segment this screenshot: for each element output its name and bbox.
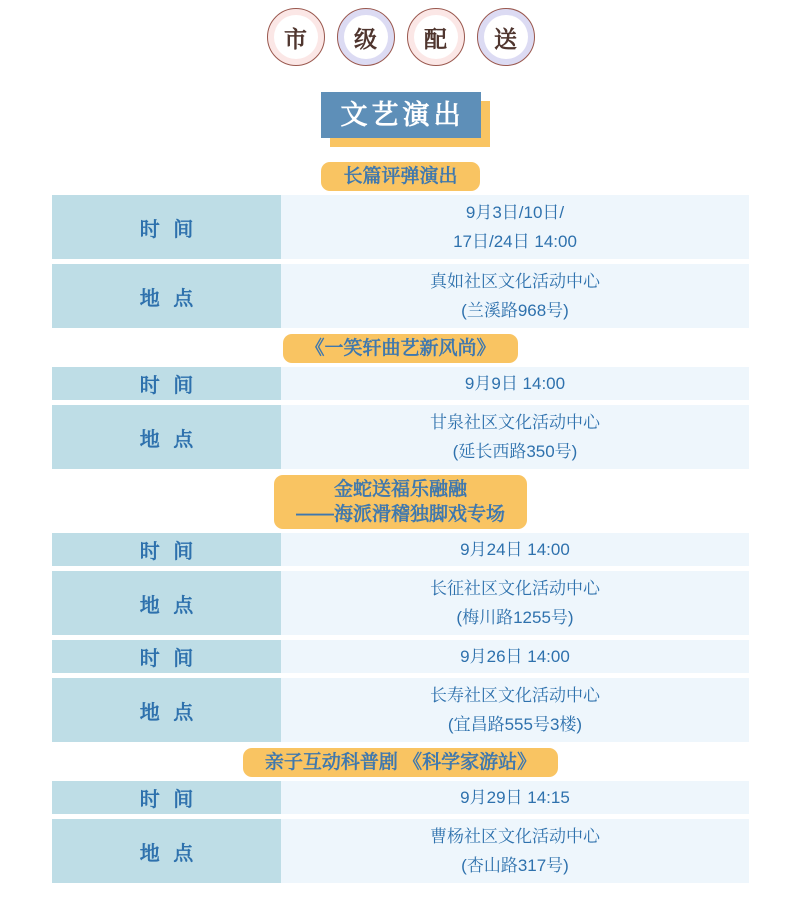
row-label-place: 地 点 <box>52 405 281 469</box>
value-line: (延长西路350号) <box>452 442 578 461</box>
badge-row <box>52 8 749 66</box>
value-line: 长征社区文化活动中心 <box>430 579 600 598</box>
row-label-place: 地 点 <box>52 264 281 328</box>
value-line: (宜昌路555号3楼) <box>447 715 583 734</box>
row-value <box>281 264 749 328</box>
row-value <box>281 781 749 814</box>
table-row <box>52 781 749 814</box>
row-label-place: 地 点 <box>52 678 281 742</box>
page-title: 文艺演出 <box>321 92 481 138</box>
event-section <box>52 334 749 469</box>
value-line: 9月24日 14:00 <box>460 540 570 559</box>
table-row <box>52 533 749 566</box>
badge-circle <box>337 8 395 66</box>
value-line: 甘泉社区文化活动中心 <box>430 413 600 432</box>
section-header <box>274 475 527 529</box>
section-header-line: 《一笑轩曲艺新风尚》 <box>305 338 496 359</box>
section-header-line: ——海派滑稽独脚戏专场 <box>295 504 505 525</box>
row-value <box>281 571 749 635</box>
table-row <box>52 367 749 400</box>
table-row <box>52 195 749 259</box>
row-value <box>281 367 749 400</box>
row-label-place: 地 点 <box>52 571 281 635</box>
row-label-time: 时 间 <box>52 195 281 259</box>
value-line: 9月26日 14:00 <box>460 647 570 666</box>
badge-circle <box>267 8 325 66</box>
table-row <box>52 571 749 635</box>
event-section <box>52 162 749 328</box>
row-label-time: 时 间 <box>52 640 281 673</box>
value-line: 曹杨社区文化活动中心 <box>430 827 600 846</box>
section-header-line: 长篇评弹演出 <box>343 166 458 187</box>
row-value <box>281 405 749 469</box>
value-line: (兰溪路968号) <box>461 301 569 320</box>
row-value <box>281 533 749 566</box>
event-section <box>52 748 749 883</box>
section-header <box>321 162 479 191</box>
row-value <box>281 640 749 673</box>
section-header <box>283 334 517 363</box>
badge-circle <box>407 8 465 66</box>
value-line: (杏山路317号) <box>461 856 569 875</box>
table-row <box>52 405 749 469</box>
row-label-time: 时 间 <box>52 533 281 566</box>
table-row <box>52 264 749 328</box>
value-line: 长寿社区文化活动中心 <box>430 686 600 705</box>
table-row <box>52 819 749 883</box>
value-line: 9月9日 14:00 <box>464 374 566 393</box>
badge-char: 送 <box>484 15 528 59</box>
badge-char: 市 <box>274 15 318 59</box>
section-header-line: 金蛇送福乐融融 <box>333 479 467 500</box>
table-row <box>52 678 749 742</box>
section-header-line: 亲子互动科普剧 《科学家游站》 <box>264 752 537 773</box>
row-label-time: 时 间 <box>52 367 281 400</box>
badge-char: 级 <box>344 15 388 59</box>
event-section <box>52 475 749 742</box>
row-label-place: 地 点 <box>52 819 281 883</box>
badge-circle <box>477 8 535 66</box>
value-line: 9月29日 14:15 <box>460 788 570 807</box>
row-label-time: 时 间 <box>52 781 281 814</box>
section-header <box>243 748 558 777</box>
value-line: (梅川路1255号) <box>456 608 574 627</box>
row-value <box>281 819 749 883</box>
badge-char: 配 <box>414 15 458 59</box>
value-line: 真如社区文化活动中心 <box>430 272 600 291</box>
row-value <box>281 195 749 259</box>
sections <box>52 162 749 883</box>
poster-page <box>52 0 749 883</box>
value-line: 9月3日/10日/ <box>465 203 565 222</box>
table-row <box>52 640 749 673</box>
row-value <box>281 678 749 742</box>
title-wrap <box>52 92 749 138</box>
value-line: 17日/24日 14:00 <box>453 232 577 251</box>
